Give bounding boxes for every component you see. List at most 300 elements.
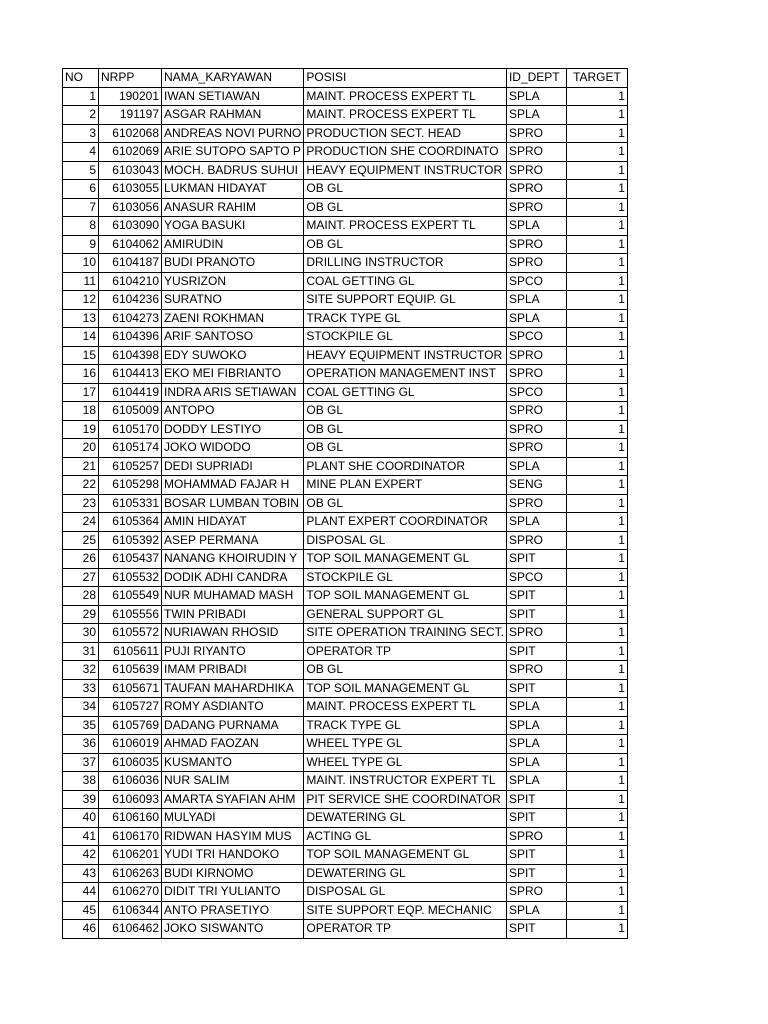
cell-posisi: MINE PLAN EXPERT (304, 476, 507, 495)
cell-nama-karyawan: NUR SALIM (162, 772, 304, 791)
cell-target: 1 (566, 864, 627, 883)
cell-posisi: OPERATOR TP (304, 920, 507, 939)
cell-nama-karyawan: YUSRIZON (162, 272, 304, 291)
cell-id-dept: SPCO (506, 328, 566, 347)
cell-nama-karyawan: NUR MUHAMAD MASH (162, 587, 304, 606)
cell-nrpp: 6102068 (99, 124, 162, 143)
cell-nama-karyawan: YOGA BASUKI (162, 217, 304, 236)
cell-nrpp: 6105174 (99, 439, 162, 458)
cell-id-dept: SPIT (506, 790, 566, 809)
cell-nrpp: 6105392 (99, 531, 162, 550)
cell-posisi: PLANT SHE COORDINATOR (304, 457, 507, 476)
cell-target: 1 (566, 901, 627, 920)
table-row (63, 587, 628, 606)
cell-target: 1 (566, 198, 627, 217)
cell-target: 1 (566, 439, 627, 458)
cell-no: 46 (63, 920, 99, 939)
cell-posisi: TRACK TYPE GL (304, 716, 507, 735)
cell-nama-karyawan: ARIF SANTOSO (162, 328, 304, 347)
cell-posisi: OPERATION MANAGEMENT INST (304, 365, 507, 384)
cell-no: 6 (63, 180, 99, 199)
header-posisi: POSISI (304, 69, 507, 88)
cell-id-dept: SPRO (506, 494, 566, 513)
cell-posisi: HEAVY EQUIPMENT INSTRUCTOR (304, 161, 507, 180)
cell-id-dept: SPRO (506, 531, 566, 550)
cell-id-dept: SPRO (506, 827, 566, 846)
cell-no: 9 (63, 235, 99, 254)
table-row (63, 568, 628, 587)
cell-no: 2 (63, 106, 99, 125)
table-row (63, 846, 628, 865)
table-row (63, 346, 628, 365)
table-row (63, 328, 628, 347)
cell-target: 1 (566, 605, 627, 624)
table-row (63, 494, 628, 513)
table-row (63, 235, 628, 254)
cell-nama-karyawan: ANTO PRASETIYO (162, 901, 304, 920)
cell-id-dept: SPLA (506, 735, 566, 754)
cell-posisi: PIT SERVICE SHE COORDINATOR (304, 790, 507, 809)
cell-no: 11 (63, 272, 99, 291)
cell-posisi: WHEEL TYPE GL (304, 735, 507, 754)
cell-posisi: MAINT. PROCESS EXPERT TL (304, 106, 507, 125)
cell-posisi: SITE OPERATION TRAINING SECT. (304, 624, 507, 643)
cell-id-dept: SPIT (506, 587, 566, 606)
cell-target: 1 (566, 180, 627, 199)
cell-id-dept: SPRO (506, 161, 566, 180)
cell-target: 1 (566, 531, 627, 550)
cell-nama-karyawan: NANANG KHOIRUDIN Y (162, 550, 304, 569)
table-row (63, 531, 628, 550)
cell-id-dept: SENG (506, 476, 566, 495)
cell-id-dept: SPLA (506, 457, 566, 476)
cell-posisi: MAINT. PROCESS EXPERT TL (304, 698, 507, 717)
cell-posisi: WHEEL TYPE GL (304, 753, 507, 772)
cell-no: 32 (63, 661, 99, 680)
cell-nama-karyawan: DIDIT TRI YULIANTO (162, 883, 304, 902)
cell-id-dept: SPLA (506, 309, 566, 328)
header-nrpp: NRPP (99, 69, 162, 88)
cell-nama-karyawan: JOKO SISWANTO (162, 920, 304, 939)
cell-target: 1 (566, 476, 627, 495)
cell-nrpp: 6105331 (99, 494, 162, 513)
cell-no: 8 (63, 217, 99, 236)
cell-nrpp: 6105298 (99, 476, 162, 495)
table-row (63, 143, 628, 162)
cell-nrpp: 6105611 (99, 642, 162, 661)
cell-target: 1 (566, 402, 627, 421)
cell-nrpp: 191197 (99, 106, 162, 125)
cell-nrpp: 6106263 (99, 864, 162, 883)
cell-no: 26 (63, 550, 99, 569)
cell-target: 1 (566, 735, 627, 754)
cell-nrpp: 6106036 (99, 772, 162, 791)
cell-nama-karyawan: BOSAR LUMBAN TOBIN (162, 494, 304, 513)
table-row (63, 827, 628, 846)
cell-posisi: OPERATOR TP (304, 642, 507, 661)
table-row (63, 661, 628, 680)
cell-nrpp: 6105364 (99, 513, 162, 532)
cell-no: 33 (63, 679, 99, 698)
cell-target: 1 (566, 753, 627, 772)
cell-id-dept: SPRO (506, 624, 566, 643)
header-row (63, 69, 628, 88)
cell-no: 39 (63, 790, 99, 809)
cell-target: 1 (566, 883, 627, 902)
cell-target: 1 (566, 624, 627, 643)
cell-posisi: OB GL (304, 661, 507, 680)
table-row (63, 772, 628, 791)
cell-posisi: DEWATERING GL (304, 809, 507, 828)
cell-target: 1 (566, 772, 627, 791)
cell-id-dept: SPIT (506, 642, 566, 661)
cell-nrpp: 6104210 (99, 272, 162, 291)
table-row (63, 402, 628, 421)
cell-nama-karyawan: MULYADI (162, 809, 304, 828)
cell-target: 1 (566, 679, 627, 698)
cell-no: 15 (63, 346, 99, 365)
cell-nrpp: 6103056 (99, 198, 162, 217)
cell-no: 17 (63, 383, 99, 402)
cell-id-dept: SPIT (506, 809, 566, 828)
cell-posisi: MAINT. INSTRUCTOR EXPERT TL (304, 772, 507, 791)
cell-nama-karyawan: TAUFAN MAHARDHIKA (162, 679, 304, 698)
cell-posisi: MAINT. PROCESS EXPERT TL (304, 217, 507, 236)
cell-target: 1 (566, 568, 627, 587)
cell-id-dept: SPIT (506, 605, 566, 624)
cell-no: 24 (63, 513, 99, 532)
header-id-dept: ID_DEPT (506, 69, 566, 88)
table-row (63, 698, 628, 717)
cell-posisi: DISPOSAL GL (304, 531, 507, 550)
cell-nrpp: 6106093 (99, 790, 162, 809)
cell-no: 20 (63, 439, 99, 458)
cell-target: 1 (566, 106, 627, 125)
cell-no: 37 (63, 753, 99, 772)
cell-nrpp: 6105532 (99, 568, 162, 587)
cell-no: 14 (63, 328, 99, 347)
cell-no: 25 (63, 531, 99, 550)
cell-nrpp: 6104273 (99, 309, 162, 328)
cell-posisi: OB GL (304, 494, 507, 513)
cell-posisi: TOP SOIL MANAGEMENT GL (304, 846, 507, 865)
cell-nama-karyawan: INDRA ARIS SETIAWAN (162, 383, 304, 402)
cell-posisi: OB GL (304, 439, 507, 458)
table-row (63, 291, 628, 310)
cell-nama-karyawan: IMAM PRIBADI (162, 661, 304, 680)
table-row (63, 457, 628, 476)
cell-no: 22 (63, 476, 99, 495)
cell-no: 38 (63, 772, 99, 791)
cell-nrpp: 6106170 (99, 827, 162, 846)
cell-no: 43 (63, 864, 99, 883)
cell-no: 35 (63, 716, 99, 735)
cell-nama-karyawan: NURIAWAN RHOSID (162, 624, 304, 643)
cell-target: 1 (566, 365, 627, 384)
cell-posisi: DISPOSAL GL (304, 883, 507, 902)
cell-nama-karyawan: JOKO WIDODO (162, 439, 304, 458)
cell-id-dept: SPCO (506, 383, 566, 402)
cell-nama-karyawan: ZAENI ROKHMAN (162, 309, 304, 328)
table-row (63, 365, 628, 384)
cell-no: 31 (63, 642, 99, 661)
table-row (63, 883, 628, 902)
cell-posisi: PRODUCTION SECT. HEAD (304, 124, 507, 143)
cell-nrpp: 6104419 (99, 383, 162, 402)
cell-target: 1 (566, 254, 627, 273)
cell-id-dept: SPRO (506, 124, 566, 143)
cell-nama-karyawan: ANTOPO (162, 402, 304, 421)
cell-posisi: SITE SUPPORT EQP. MECHANIC (304, 901, 507, 920)
cell-id-dept: SPIT (506, 864, 566, 883)
cell-target: 1 (566, 642, 627, 661)
cell-no: 34 (63, 698, 99, 717)
table-row (63, 161, 628, 180)
cell-target: 1 (566, 716, 627, 735)
cell-nrpp: 6104398 (99, 346, 162, 365)
cell-nrpp: 6104236 (99, 291, 162, 310)
cell-posisi: MAINT. PROCESS EXPERT TL (304, 87, 507, 106)
table-row (63, 716, 628, 735)
table-row (63, 106, 628, 125)
cell-no: 42 (63, 846, 99, 865)
cell-target: 1 (566, 513, 627, 532)
header-target: TARGET (566, 69, 627, 88)
cell-posisi: TOP SOIL MANAGEMENT GL (304, 587, 507, 606)
cell-nrpp: 6105671 (99, 679, 162, 698)
cell-target: 1 (566, 550, 627, 569)
cell-nrpp: 6106201 (99, 846, 162, 865)
cell-nrpp: 190201 (99, 87, 162, 106)
cell-target: 1 (566, 328, 627, 347)
table-row (63, 476, 628, 495)
cell-posisi: PRODUCTION SHE COORDINATO (304, 143, 507, 162)
cell-no: 10 (63, 254, 99, 273)
cell-nrpp: 6104413 (99, 365, 162, 384)
cell-id-dept: SPIT (506, 679, 566, 698)
cell-nama-karyawan: ANASUR RAHIM (162, 198, 304, 217)
cell-no: 41 (63, 827, 99, 846)
table-row (63, 679, 628, 698)
cell-id-dept: SPCO (506, 272, 566, 291)
cell-no: 5 (63, 161, 99, 180)
cell-posisi: ACTING GL (304, 827, 507, 846)
table-row (63, 864, 628, 883)
header-nama-karyawan: NAMA_KARYAWAN (162, 69, 304, 88)
table-row (63, 550, 628, 569)
cell-nama-karyawan: DADANG PURNAMA (162, 716, 304, 735)
cell-id-dept: SPLA (506, 291, 566, 310)
header-no: NO (63, 69, 99, 88)
table-row (63, 790, 628, 809)
table-row (63, 272, 628, 291)
cell-nrpp: 6105572 (99, 624, 162, 643)
cell-id-dept: SPRO (506, 420, 566, 439)
cell-posisi: TOP SOIL MANAGEMENT GL (304, 550, 507, 569)
cell-no: 27 (63, 568, 99, 587)
cell-nama-karyawan: MOCH. BADRUS SUHUI (162, 161, 304, 180)
cell-nama-karyawan: AHMAD FAOZAN (162, 735, 304, 754)
cell-id-dept: SPLA (506, 698, 566, 717)
cell-id-dept: SPRO (506, 346, 566, 365)
cell-id-dept: SPRO (506, 439, 566, 458)
cell-nrpp: 6103043 (99, 161, 162, 180)
cell-nama-karyawan: BUDI KIRNOMO (162, 864, 304, 883)
cell-target: 1 (566, 309, 627, 328)
cell-nama-karyawan: ROMY ASDIANTO (162, 698, 304, 717)
cell-target: 1 (566, 457, 627, 476)
table-header (63, 69, 628, 88)
cell-nama-karyawan: DODDY LESTIYO (162, 420, 304, 439)
cell-target: 1 (566, 291, 627, 310)
cell-target: 1 (566, 272, 627, 291)
cell-nama-karyawan: ARIE SUTOPO SAPTO P (162, 143, 304, 162)
cell-no: 1 (63, 87, 99, 106)
cell-target: 1 (566, 587, 627, 606)
cell-no: 28 (63, 587, 99, 606)
cell-id-dept: SPLA (506, 753, 566, 772)
table-row (63, 624, 628, 643)
cell-nama-karyawan: DODIK ADHI CANDRA (162, 568, 304, 587)
cell-id-dept: SPRO (506, 143, 566, 162)
cell-no: 44 (63, 883, 99, 902)
cell-posisi: OB GL (304, 420, 507, 439)
cell-id-dept: SPRO (506, 254, 566, 273)
cell-id-dept: SPRO (506, 402, 566, 421)
cell-nrpp: 6105727 (99, 698, 162, 717)
cell-nama-karyawan: EDY SUWOKO (162, 346, 304, 365)
cell-nrpp: 6103055 (99, 180, 162, 199)
table-body (63, 87, 628, 938)
cell-posisi: PLANT EXPERT COORDINATOR (304, 513, 507, 532)
cell-target: 1 (566, 217, 627, 236)
cell-no: 23 (63, 494, 99, 513)
cell-nama-karyawan: LUKMAN HIDAYAT (162, 180, 304, 199)
cell-nama-karyawan: SURATNO (162, 291, 304, 310)
cell-nrpp: 6105639 (99, 661, 162, 680)
cell-posisi: DRILLING INSTRUCTOR (304, 254, 507, 273)
cell-id-dept: SPRO (506, 661, 566, 680)
table-row (63, 753, 628, 772)
cell-id-dept: SPRO (506, 235, 566, 254)
table-row (63, 420, 628, 439)
table-row (63, 513, 628, 532)
cell-nama-karyawan: ANDREAS NOVI PURNO (162, 124, 304, 143)
cell-nama-karyawan: RIDWAN HASYIM MUS (162, 827, 304, 846)
cell-id-dept: SPLA (506, 716, 566, 735)
cell-target: 1 (566, 494, 627, 513)
cell-nrpp: 6105257 (99, 457, 162, 476)
cell-posisi: TRACK TYPE GL (304, 309, 507, 328)
cell-nrpp: 6102069 (99, 143, 162, 162)
cell-no: 16 (63, 365, 99, 384)
table-row (63, 901, 628, 920)
cell-nama-karyawan: IWAN SETIAWAN (162, 87, 304, 106)
cell-id-dept: SPLA (506, 106, 566, 125)
cell-id-dept: SPRO (506, 365, 566, 384)
cell-posisi: GENERAL SUPPORT GL (304, 605, 507, 624)
cell-no: 30 (63, 624, 99, 643)
cell-nrpp: 6106019 (99, 735, 162, 754)
cell-nrpp: 6104062 (99, 235, 162, 254)
cell-no: 18 (63, 402, 99, 421)
cell-nama-karyawan: EKO MEI FIBRIANTO (162, 365, 304, 384)
cell-posisi: COAL GETTING GL (304, 272, 507, 291)
cell-id-dept: SPRO (506, 883, 566, 902)
cell-target: 1 (566, 87, 627, 106)
cell-nama-karyawan: DEDI SUPRIADI (162, 457, 304, 476)
cell-id-dept: SPIT (506, 846, 566, 865)
table-row (63, 439, 628, 458)
cell-no: 12 (63, 291, 99, 310)
cell-posisi: DEWATERING GL (304, 864, 507, 883)
cell-posisi: OB GL (304, 235, 507, 254)
table-row (63, 124, 628, 143)
cell-id-dept: SPIT (506, 920, 566, 939)
cell-target: 1 (566, 420, 627, 439)
cell-id-dept: SPIT (506, 550, 566, 569)
cell-no: 4 (63, 143, 99, 162)
cell-nrpp: 6105549 (99, 587, 162, 606)
cell-posisi: SITE SUPPORT EQUIP. GL (304, 291, 507, 310)
cell-posisi: STOCKPILE GL (304, 568, 507, 587)
cell-id-dept: SPCO (506, 568, 566, 587)
cell-nama-karyawan: PUJI RIYANTO (162, 642, 304, 661)
cell-target: 1 (566, 920, 627, 939)
table-row (63, 254, 628, 273)
table-row (63, 198, 628, 217)
cell-nrpp: 6103090 (99, 217, 162, 236)
table-row (63, 180, 628, 199)
table-row (63, 383, 628, 402)
cell-no: 3 (63, 124, 99, 143)
cell-id-dept: SPRO (506, 198, 566, 217)
table-row (63, 642, 628, 661)
cell-nrpp: 6106462 (99, 920, 162, 939)
cell-id-dept: SPLA (506, 772, 566, 791)
cell-target: 1 (566, 698, 627, 717)
cell-no: 13 (63, 309, 99, 328)
cell-no: 40 (63, 809, 99, 828)
cell-nama-karyawan: ASGAR RAHMAN (162, 106, 304, 125)
cell-target: 1 (566, 346, 627, 365)
table-row (63, 920, 628, 939)
cell-target: 1 (566, 124, 627, 143)
cell-posisi: COAL GETTING GL (304, 383, 507, 402)
cell-target: 1 (566, 235, 627, 254)
cell-nrpp: 6104396 (99, 328, 162, 347)
cell-nrpp: 6105009 (99, 402, 162, 421)
cell-nama-karyawan: YUDI TRI HANDOKO (162, 846, 304, 865)
cell-nama-karyawan: AMARTA SYAFIAN AHM (162, 790, 304, 809)
cell-nama-karyawan: AMIN HIDAYAT (162, 513, 304, 532)
cell-id-dept: SPLA (506, 217, 566, 236)
cell-posisi: OB GL (304, 198, 507, 217)
cell-target: 1 (566, 790, 627, 809)
employee-table (62, 68, 628, 939)
cell-nrpp: 6105170 (99, 420, 162, 439)
cell-target: 1 (566, 846, 627, 865)
cell-nama-karyawan: TWIN PRIBADI (162, 605, 304, 624)
cell-target: 1 (566, 661, 627, 680)
cell-posisi: HEAVY EQUIPMENT INSTRUCTOR (304, 346, 507, 365)
table-row (63, 309, 628, 328)
table-row (63, 217, 628, 236)
cell-nama-karyawan: KUSMANTO (162, 753, 304, 772)
cell-nrpp: 6106035 (99, 753, 162, 772)
cell-nrpp: 6106270 (99, 883, 162, 902)
cell-posisi: TOP SOIL MANAGEMENT GL (304, 679, 507, 698)
